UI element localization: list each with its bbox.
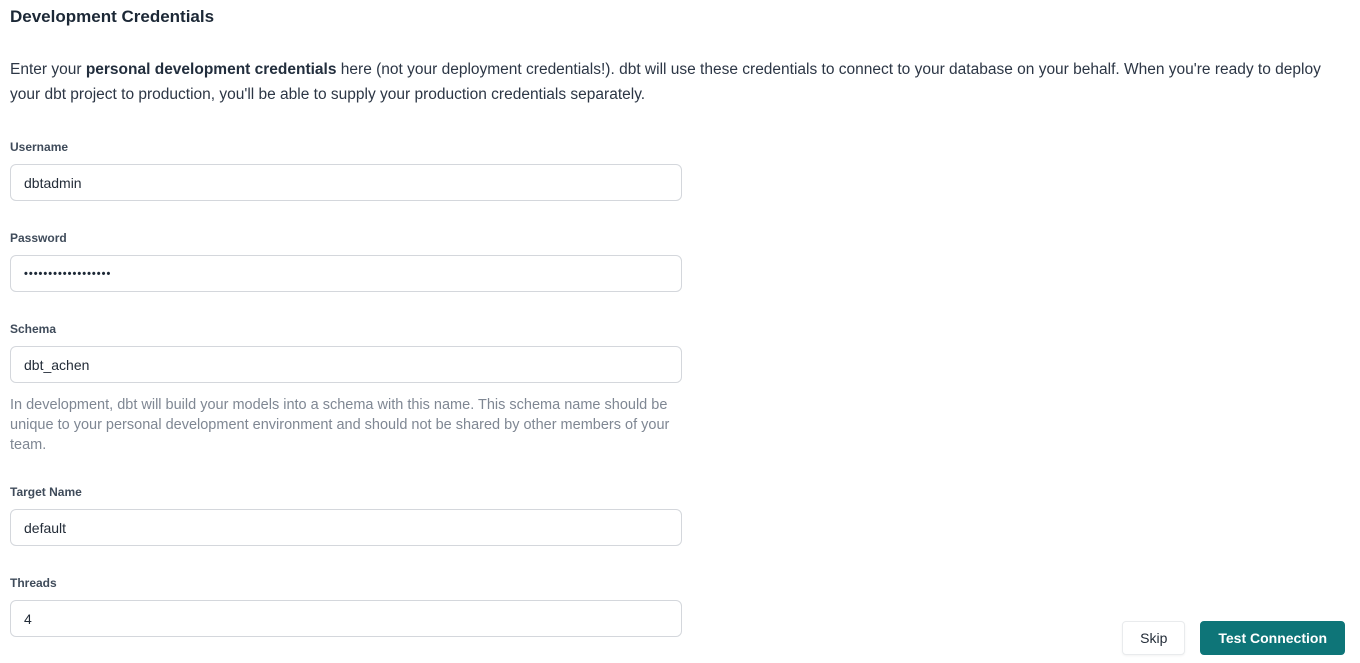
footer-actions	[1122, 621, 1345, 655]
intro-paragraph	[10, 57, 1348, 107]
threads-field-group	[10, 576, 682, 637]
test-connection-button[interactable]: Test Connection	[1200, 621, 1345, 655]
username-input[interactable]	[10, 164, 682, 201]
intro-text-post: here (not your deployment credentials!). dbt will use these credentials to connect to your database on your behalf. When you're ready to deploy your dbt project to production, you'll be able to supply your production credentials separately.	[10, 61, 1321, 103]
target-name-input[interactable]	[10, 509, 682, 546]
schema-field-group	[10, 322, 682, 455]
threads-input[interactable]	[10, 600, 682, 637]
password-input[interactable]	[10, 255, 682, 292]
password-field-group	[10, 231, 682, 292]
page-title: Development Credentials	[10, 7, 215, 26]
password-label: Password	[10, 231, 67, 245]
skip-button[interactable]: Skip	[1122, 621, 1185, 655]
schema-label: Schema	[10, 322, 57, 336]
intro-text-bold: personal development credentials	[85, 61, 337, 78]
schema-helper-text: In development, dbt will build your models into a schema with this name. This schema name should be unique to your personal development environment and should not be shared by other members of your team.	[10, 397, 670, 453]
threads-label: Threads	[10, 576, 57, 590]
target-name-field-group	[10, 485, 682, 546]
intro-text-pre: Enter your	[10, 61, 86, 78]
username-label: Username	[10, 140, 69, 154]
schema-input[interactable]	[10, 346, 682, 383]
target-name-label: Target Name	[10, 485, 82, 499]
username-field-group	[10, 140, 682, 201]
